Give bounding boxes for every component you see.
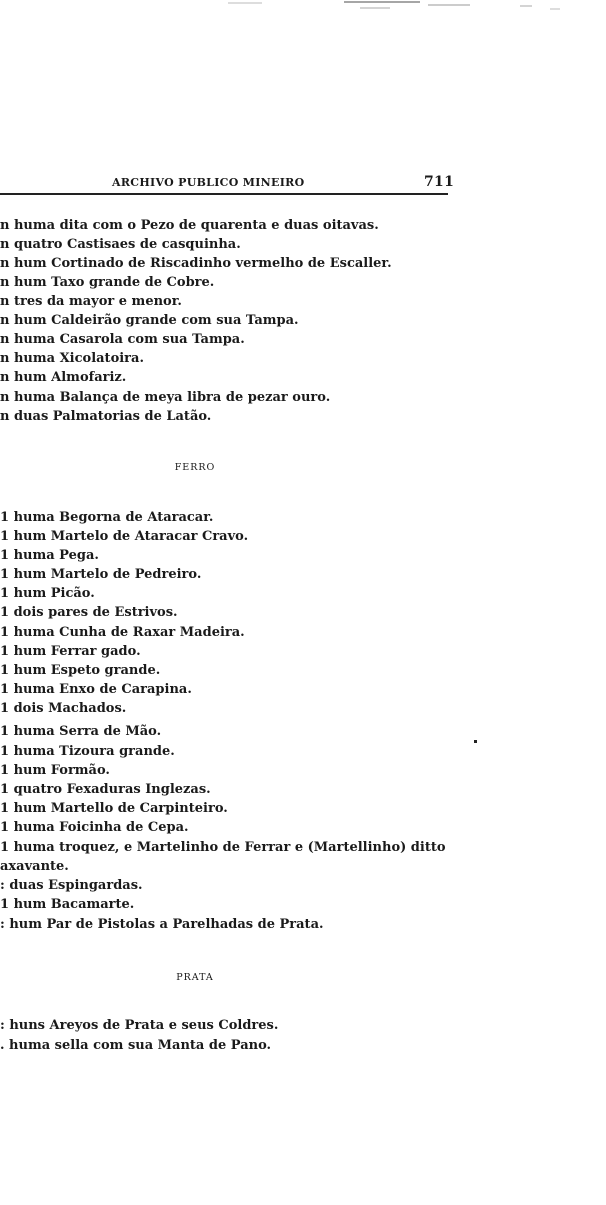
list-item: . huma sella com sua Manta de Pano. <box>0 1038 272 1053</box>
list-item: 1 hum Martelo de Pedreiro. <box>0 567 202 582</box>
list-item: 1 huma Pega. <box>0 548 99 563</box>
list-item: 1 hum Espeto grande. <box>0 663 161 678</box>
list-item: n tres da mayor e menor. <box>0 294 182 309</box>
list-item: n hum Almofariz. <box>0 370 127 385</box>
list-item: n quatro Castisaes de casquinha. <box>0 237 241 252</box>
list-item: 1 hum Bacamarte. <box>0 897 135 912</box>
list-item: 1 huma Tizoura grande. <box>0 744 175 759</box>
list-item-continuation: axavante. <box>0 859 69 874</box>
scan-edge-marks <box>0 0 606 12</box>
list-item: 1 hum Picão. <box>0 586 95 601</box>
list-item: 1 dois Machados. <box>0 701 127 716</box>
list-item: 1 huma Begorna de Ataracar. <box>0 510 214 525</box>
list-item: 1 quatro Fexaduras Inglezas. <box>0 782 211 797</box>
list-item: 1 huma Foicinha de Cepa. <box>0 820 189 835</box>
list-item: n duas Palmatorias de Latão. <box>0 409 212 424</box>
page-number: 711 <box>424 174 455 190</box>
list-item: 1 hum Martelo de Ataracar Cravo. <box>0 529 249 544</box>
scan-speck <box>474 740 477 743</box>
list-item: 1 dois pares de Estrivos. <box>0 605 178 620</box>
list-item: n huma dita com o Pezo de quarenta e duas oitavas. <box>0 218 379 233</box>
list-item: 1 huma troquez, e Martelinho de Ferrar e (Martellinho) ditto <box>0 840 446 855</box>
running-title: ARCHIVO PUBLICO MINEIRO <box>112 176 305 189</box>
list-item: : huns Areyos de Prata e seus Coldres. <box>0 1018 279 1033</box>
section-heading-ferro: FERRO <box>174 462 216 473</box>
list-item: 1 huma Cunha de Raxar Madeira. <box>0 625 245 640</box>
list-item: n huma Casarola com sua Tampa. <box>0 332 245 347</box>
list-item: n hum Taxo grande de Cobre. <box>0 275 215 290</box>
list-item: 1 hum Martello de Carpinteiro. <box>0 801 228 816</box>
list-item: 1 hum Ferrar gado. <box>0 644 141 659</box>
list-item: n hum Cortinado de Riscadinho vermelho de Escaller. <box>0 256 392 271</box>
list-item: n huma Balança de meya libra de pezar ouro. <box>0 390 331 405</box>
list-item: n hum Caldeirão grande com sua Tampa. <box>0 313 299 328</box>
list-item: : duas Espingardas. <box>0 878 143 893</box>
list-item: 1 hum Formão. <box>0 763 110 778</box>
header-rule <box>0 193 448 195</box>
list-item: 1 huma Enxo de Carapina. <box>0 682 192 697</box>
list-item: n huma Xicolatoira. <box>0 351 144 366</box>
list-item: : hum Par de Pistolas a Parelhadas de Prata. <box>0 917 324 932</box>
list-item: 1 huma Serra de Mão. <box>0 724 162 739</box>
section-heading-prata: PRATA <box>176 972 214 983</box>
